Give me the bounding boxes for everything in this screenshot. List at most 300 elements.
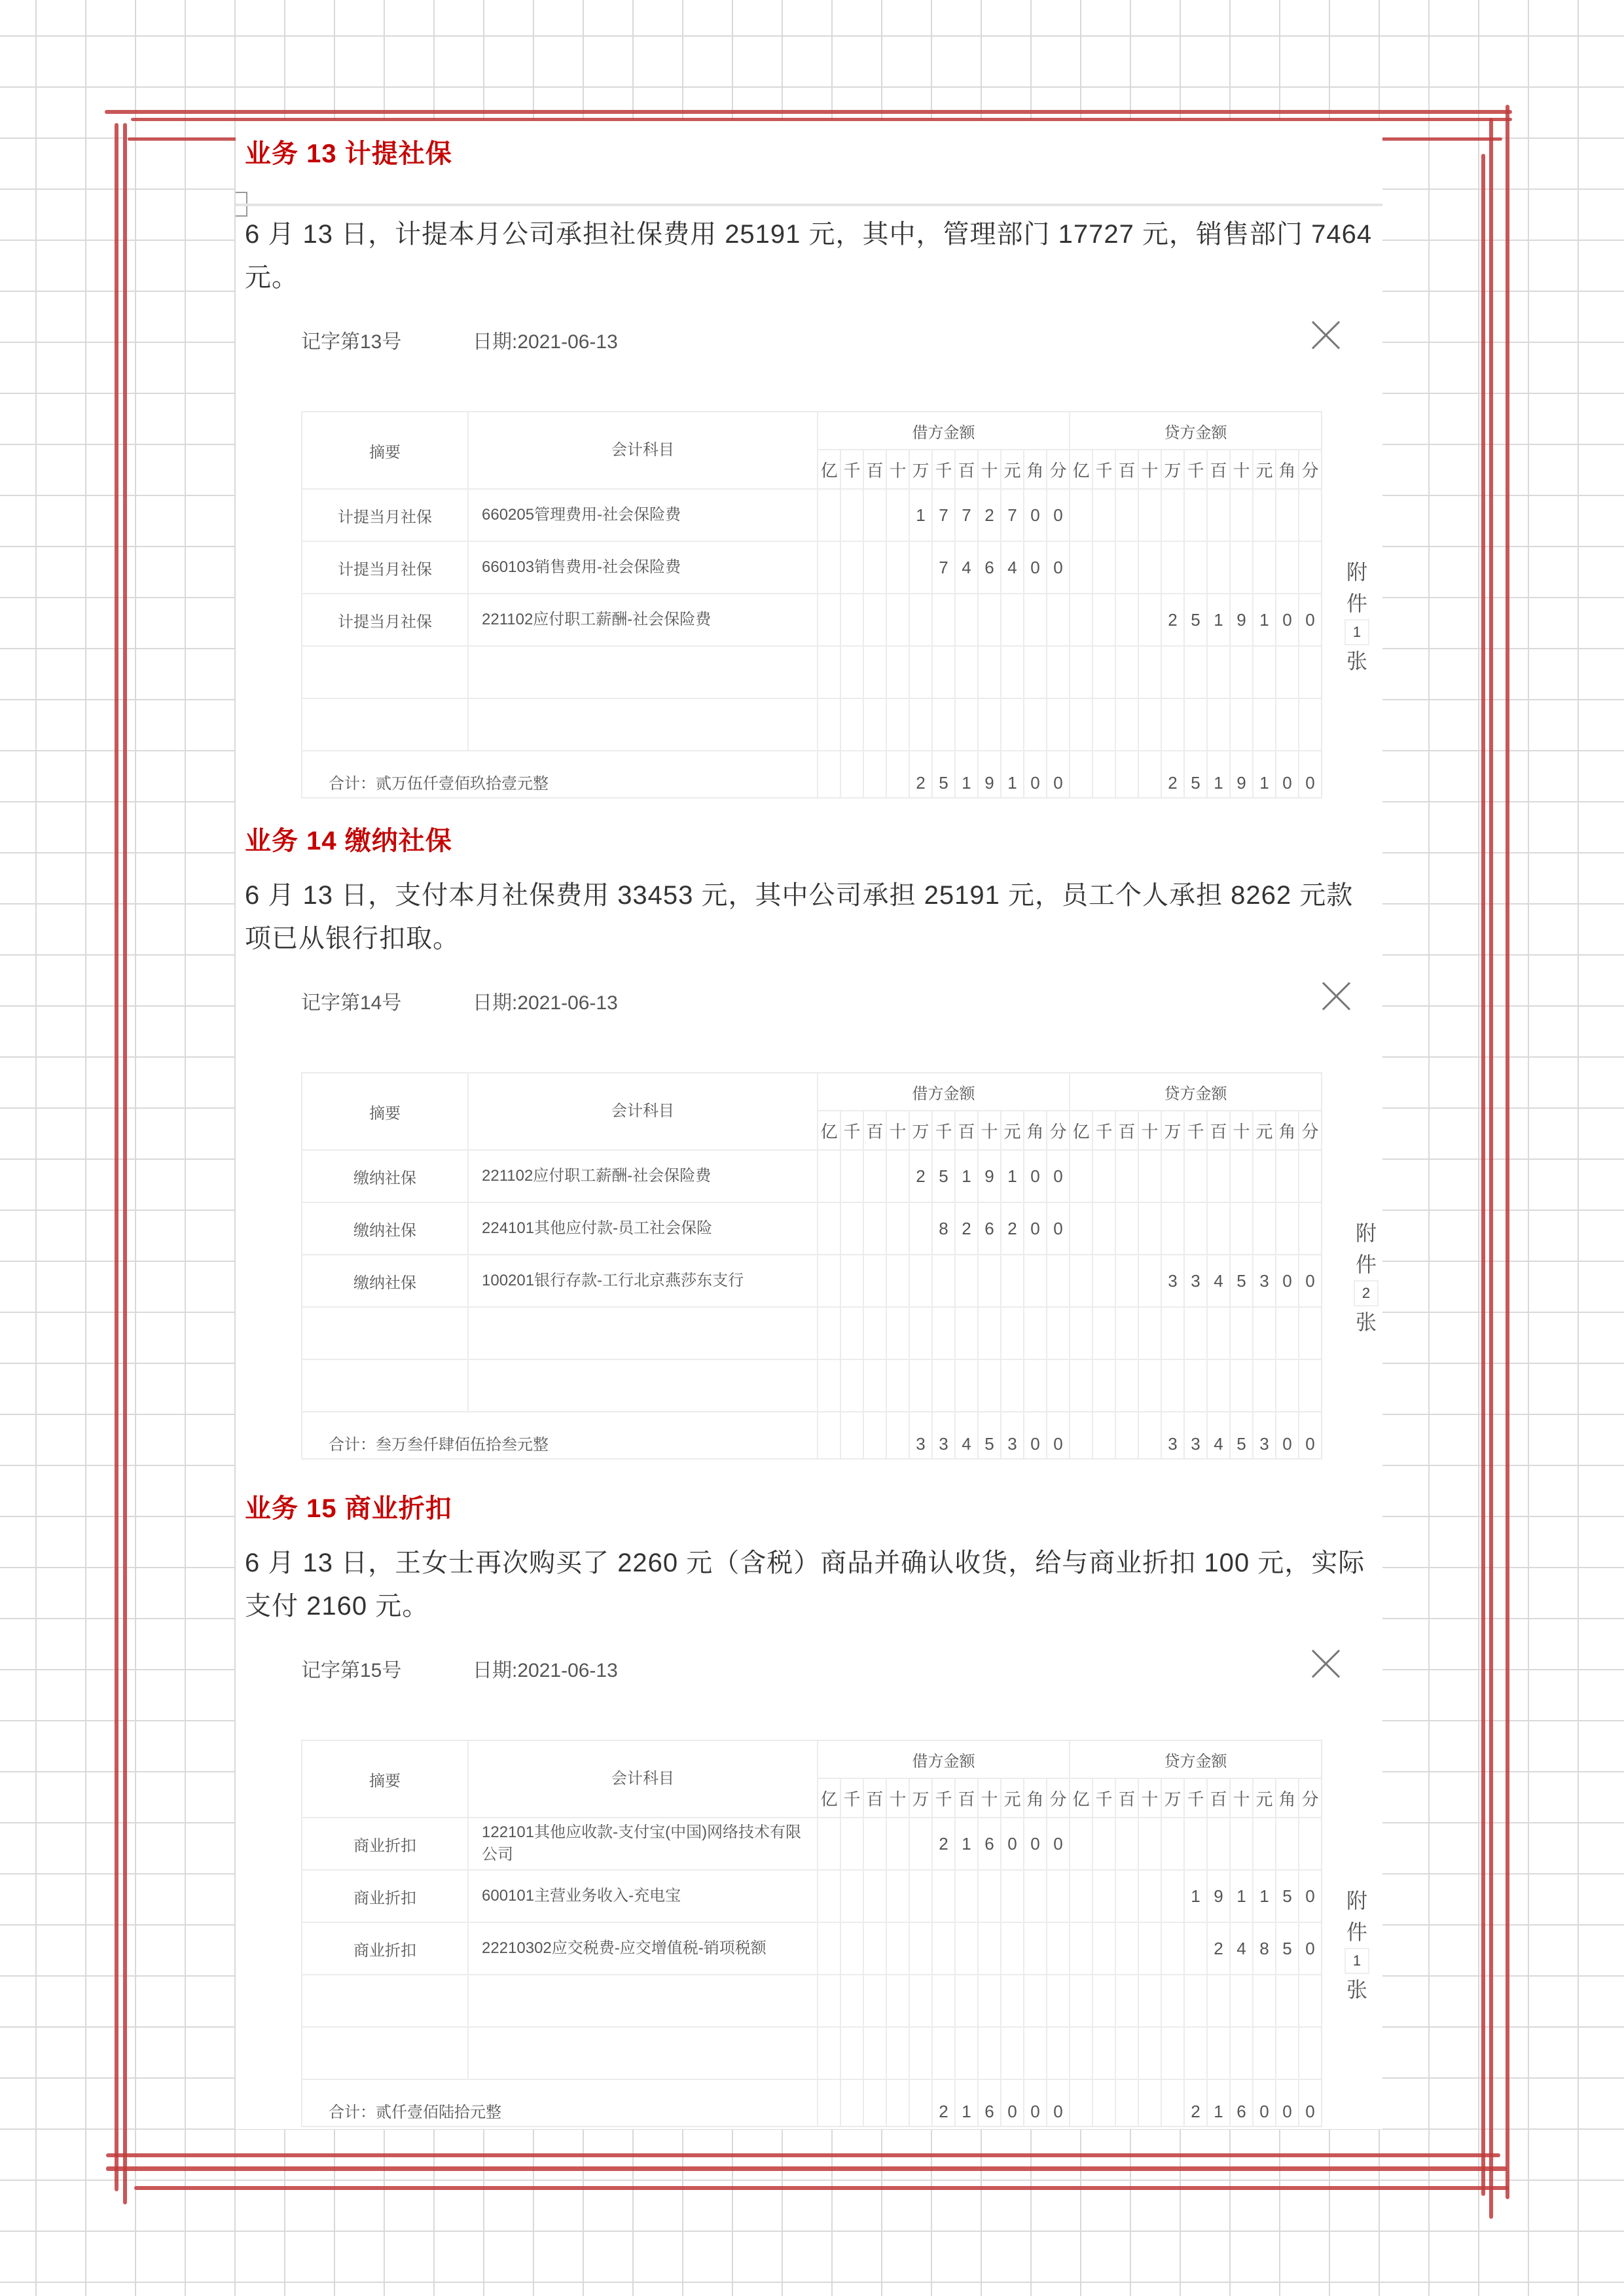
debit-digit: 9	[978, 1150, 1001, 1202]
table-row[interactable]	[302, 698, 1322, 751]
credit-digit	[1070, 1150, 1092, 1202]
debit-digit	[818, 1202, 840, 1255]
debit-digit	[818, 1818, 840, 1870]
credit-digit	[1070, 1359, 1092, 1412]
debit-digit	[978, 1307, 1001, 1359]
debit-digit: 0	[1047, 541, 1070, 594]
credit-digit	[1070, 541, 1092, 594]
total-credit-digit: 3	[1184, 1412, 1207, 1459]
credit-digit: 0	[1276, 1255, 1299, 1307]
credit-digit: 1	[1253, 1870, 1276, 1922]
credit-digit	[1161, 1975, 1184, 2027]
voucher-table	[301, 1072, 1322, 1460]
unit-header: 亿	[818, 1778, 840, 1818]
debit-digit	[932, 1975, 955, 2027]
credit-digit	[1184, 1359, 1207, 1412]
table-row[interactable]	[302, 594, 1322, 646]
total-credit-digit: 6	[1230, 2079, 1253, 2126]
debit-digit	[840, 1975, 863, 2027]
credit-digit	[1253, 1150, 1276, 1202]
header-credit: 贷方金额	[1070, 1073, 1322, 1111]
row-summary[interactable]: 商业折扣	[302, 1818, 468, 1870]
credit-digit	[1184, 698, 1207, 751]
unit-header: 万	[909, 1778, 932, 1818]
row-summary[interactable]	[302, 646, 468, 698]
total-credit-digit: 0	[1299, 2079, 1322, 2126]
debit-digit: 7	[955, 489, 978, 541]
debit-digit	[1047, 1307, 1070, 1359]
total-credit-digit: 9	[1230, 751, 1253, 798]
total-debit-digit	[886, 1412, 909, 1459]
unit-header: 元	[1253, 1778, 1276, 1818]
credit-digit	[1115, 1922, 1138, 1975]
credit-digit	[1161, 1922, 1184, 1975]
credit-digit	[1070, 698, 1092, 751]
debit-digit	[863, 1870, 886, 1922]
debit-digit	[840, 1255, 863, 1307]
row-subject[interactable]	[468, 2027, 818, 2079]
table-row[interactable]	[302, 1870, 1322, 1922]
debit-digit: 8	[932, 1202, 955, 1255]
total-credit-digit: 1	[1207, 2079, 1230, 2126]
credit-digit	[1115, 1255, 1138, 1307]
total-debit-digit	[818, 751, 840, 798]
debit-digit: 0	[1047, 489, 1070, 541]
row-subject[interactable]	[468, 646, 818, 698]
debit-digit	[818, 1150, 840, 1202]
total-credit-digit: 0	[1276, 751, 1299, 798]
unit-header: 分	[1047, 1778, 1070, 1818]
debit-digit	[932, 1870, 955, 1922]
credit-digit	[1070, 489, 1092, 541]
credit-digit	[1253, 1359, 1276, 1412]
debit-digit: 1	[955, 1150, 978, 1202]
debit-digit	[978, 1922, 1001, 1975]
table-row[interactable]	[302, 541, 1322, 594]
unit-header: 亿	[818, 450, 840, 489]
attachment-count-input[interactable]: 1	[1344, 619, 1369, 645]
row-subject[interactable]: 100201银行存款-工行北京燕莎东支行	[468, 1255, 818, 1307]
debit-digit	[1047, 646, 1070, 698]
voucher-date: 日期:2021-06-13	[473, 1660, 618, 1681]
unit-header: 角	[1276, 1111, 1299, 1150]
debit-digit	[818, 489, 840, 541]
row-summary[interactable]	[302, 1359, 468, 1412]
total-credit-digit	[1115, 2079, 1138, 2126]
section-title: 业务 14 缴纳社保	[245, 827, 452, 855]
credit-digit	[1276, 698, 1299, 751]
header-subject: 会计科目	[468, 412, 818, 489]
total-credit-digit	[1138, 2079, 1161, 2126]
debit-digit	[1024, 1922, 1047, 1975]
debit-digit	[818, 698, 840, 751]
attach-label-top2: 件	[1355, 1253, 1377, 1276]
credit-digit	[1299, 646, 1322, 698]
unit-header: 百	[863, 1778, 886, 1818]
credit-digit: 2	[1207, 1922, 1230, 1975]
section-title: 业务 13 计提社保	[245, 139, 452, 168]
debit-digit	[863, 1307, 886, 1359]
credit-digit: 0	[1299, 594, 1322, 646]
row-summary[interactable]: 缴纳社保	[302, 1202, 468, 1255]
credit-digit	[1161, 1202, 1184, 1255]
unit-header: 分	[1299, 1778, 1322, 1818]
debit-digit	[932, 1922, 955, 1975]
attachment-panel	[1341, 1885, 1373, 2005]
attachment-count-input[interactable]: 2	[1354, 1280, 1379, 1306]
unit-header: 百	[955, 1778, 978, 1818]
total-credit-digit: 5	[1184, 751, 1207, 798]
unit-header: 十	[978, 1111, 1001, 1150]
close-icon[interactable]	[1310, 319, 1342, 350]
voucher-table	[301, 411, 1322, 798]
credit-digit	[1230, 1359, 1253, 1412]
credit-digit	[1070, 1870, 1092, 1922]
table-row[interactable]	[302, 646, 1322, 698]
total-credit-digit	[1138, 1412, 1161, 1459]
credit-digit	[1161, 1307, 1184, 1359]
attachment-count-input[interactable]: 1	[1344, 1948, 1369, 1974]
credit-digit	[1138, 2027, 1161, 2079]
frame-bottom-top	[106, 2153, 1500, 2157]
debit-digit	[932, 1307, 955, 1359]
row-summary[interactable]: 商业折扣	[302, 1870, 468, 1922]
debit-digit: 4	[1001, 541, 1024, 594]
row-summary[interactable]: 缴纳社保	[302, 1255, 468, 1307]
unit-header: 千	[1184, 450, 1207, 489]
row-summary[interactable]	[302, 2027, 468, 2079]
table-row[interactable]	[302, 1150, 1322, 1202]
credit-digit	[1184, 646, 1207, 698]
unit-header: 十	[886, 450, 909, 489]
debit-digit	[840, 1870, 863, 1922]
credit-digit	[1276, 489, 1299, 541]
voucher-header	[301, 319, 1368, 358]
row-subject[interactable]: 660205管理费用-社会保险费	[468, 489, 818, 541]
unit-header: 百	[1207, 1111, 1230, 1150]
table-row[interactable]	[302, 1975, 1322, 2027]
credit-digit	[1161, 2027, 1184, 2079]
header-summary: 摘要	[302, 1073, 468, 1150]
frame-right-inner	[1481, 154, 1485, 2196]
debit-digit	[1001, 1307, 1024, 1359]
debit-digit	[863, 1255, 886, 1307]
unit-header: 十	[1230, 1111, 1253, 1150]
credit-digit	[1092, 2027, 1115, 2079]
credit-digit	[1207, 1359, 1230, 1412]
debit-digit	[840, 594, 863, 646]
unit-header: 角	[1024, 1778, 1047, 1818]
credit-digit	[1138, 1359, 1161, 1412]
unit-header: 百	[1115, 1111, 1138, 1150]
debit-digit	[955, 594, 978, 646]
credit-digit	[1115, 1818, 1138, 1870]
row-subject[interactable]: 224101其他应付款-员工社会保险	[468, 1202, 818, 1255]
debit-digit	[818, 1870, 840, 1922]
debit-digit	[932, 594, 955, 646]
credit-digit: 1	[1253, 594, 1276, 646]
debit-digit	[886, 1922, 909, 1975]
credit-digit	[1138, 594, 1161, 646]
credit-digit	[1276, 1202, 1299, 1255]
total-debit-digit	[840, 751, 863, 798]
credit-digit	[1276, 541, 1299, 594]
unit-header: 千	[1092, 450, 1115, 489]
row-summary[interactable]: 计提当月社保	[302, 541, 468, 594]
unit-header: 千	[932, 1111, 955, 1150]
attach-label-top1: 附	[1346, 560, 1367, 584]
total-debit-digit	[886, 751, 909, 798]
table-row[interactable]	[302, 1255, 1322, 1307]
debit-digit	[863, 1202, 886, 1255]
debit-digit	[863, 698, 886, 751]
total-credit-digit	[1092, 751, 1115, 798]
unit-header: 亿	[1070, 1778, 1092, 1818]
credit-digit	[1138, 1255, 1161, 1307]
credit-digit	[1207, 541, 1230, 594]
frame-right-middle	[1489, 118, 1493, 2219]
debit-digit: 7	[932, 489, 955, 541]
credit-digit	[1207, 698, 1230, 751]
credit-digit	[1070, 646, 1092, 698]
debit-digit	[863, 1975, 886, 2027]
unit-header: 元	[1253, 1111, 1276, 1150]
credit-digit: 0	[1276, 594, 1299, 646]
debit-digit	[886, 1202, 909, 1255]
credit-digit	[1161, 698, 1184, 751]
row-summary[interactable]: 计提当月社保	[302, 594, 468, 646]
debit-digit	[863, 1922, 886, 1975]
attach-label-bottom: 张	[1355, 1310, 1377, 1334]
debit-digit	[886, 1307, 909, 1359]
close-icon[interactable]	[1310, 1647, 1342, 1679]
total-debit-digit: 1	[955, 751, 978, 798]
debit-digit	[932, 698, 955, 751]
total-row	[302, 2079, 1322, 2126]
row-summary[interactable]	[302, 1307, 468, 1359]
unit-header: 十	[978, 1778, 1001, 1818]
frame-left-inner	[123, 123, 127, 2204]
table-row[interactable]	[302, 1202, 1322, 1255]
row-subject[interactable]	[468, 1307, 818, 1359]
credit-digit: 9	[1230, 594, 1253, 646]
credit-digit	[1230, 489, 1253, 541]
table-row[interactable]	[302, 1818, 1322, 1870]
credit-digit	[1230, 1150, 1253, 1202]
total-label: 合计：叁万叁仟肆佰伍拾叁元整	[302, 1412, 818, 1459]
credit-digit	[1161, 646, 1184, 698]
total-credit-digit: 2	[1161, 751, 1184, 798]
credit-digit	[1138, 1922, 1161, 1975]
credit-digit	[1138, 1202, 1161, 1255]
row-subject[interactable]	[468, 698, 818, 751]
debit-digit	[1024, 646, 1047, 698]
debit-digit	[818, 1922, 840, 1975]
row-subject[interactable]: 221102应付职工薪酬-社会保险费	[468, 594, 818, 646]
unit-header: 千	[840, 1778, 863, 1818]
debit-digit	[840, 698, 863, 751]
debit-digit: 2	[955, 1202, 978, 1255]
credit-digit: 0	[1299, 1255, 1322, 1307]
total-credit-digit: 4	[1207, 1412, 1230, 1459]
total-label: 合计：贰万伍仟壹佰玖拾壹元整	[302, 751, 818, 798]
credit-digit	[1138, 1870, 1161, 1922]
credit-digit	[1070, 1202, 1092, 1255]
table-row[interactable]	[302, 2027, 1322, 2079]
unit-header: 分	[1047, 450, 1070, 489]
unit-header: 万	[909, 1111, 932, 1150]
row-summary[interactable]: 缴纳社保	[302, 1150, 468, 1202]
debit-digit	[932, 646, 955, 698]
debit-digit: 0	[1024, 1202, 1047, 1255]
credit-digit	[1161, 1818, 1184, 1870]
row-subject[interactable]	[468, 1975, 818, 2027]
debit-digit: 6	[978, 1818, 1001, 1870]
total-credit-digit: 3	[1253, 1412, 1276, 1459]
credit-digit	[1253, 1975, 1276, 2027]
debit-digit	[886, 541, 909, 594]
debit-digit	[1047, 2027, 1070, 2079]
unit-header: 百	[955, 1111, 978, 1150]
unit-header: 千	[1092, 1778, 1115, 1818]
debit-digit	[909, 541, 932, 594]
total-credit-digit	[1115, 751, 1138, 798]
debit-digit	[863, 541, 886, 594]
credit-digit	[1092, 1150, 1115, 1202]
debit-digit	[955, 646, 978, 698]
credit-digit	[1138, 1818, 1161, 1870]
debit-digit	[886, 489, 909, 541]
debit-digit	[863, 646, 886, 698]
debit-digit: 2	[1001, 1202, 1024, 1255]
close-icon[interactable]	[1321, 980, 1352, 1011]
credit-digit	[1253, 541, 1276, 594]
credit-digit	[1092, 698, 1115, 751]
total-debit-digit	[863, 1412, 886, 1459]
credit-digit	[1276, 1307, 1299, 1359]
debit-digit	[1001, 1870, 1024, 1922]
debit-digit	[1047, 1975, 1070, 2027]
unit-header: 千	[1184, 1111, 1207, 1150]
header-summary: 摘要	[302, 1740, 468, 1818]
debit-digit	[932, 2027, 955, 2079]
debit-digit	[818, 2027, 840, 2079]
total-debit-digit: 0	[1024, 751, 1047, 798]
row-subject[interactable]: 221102应付职工薪酬-社会保险费	[468, 1150, 818, 1202]
row-summary[interactable]	[302, 1975, 468, 2027]
credit-digit	[1070, 2027, 1092, 2079]
row-subject[interactable]: 22210302应交税费-应交增值税-销项税额	[468, 1922, 818, 1975]
debit-digit	[955, 1922, 978, 1975]
unit-header: 亿	[1070, 1111, 1092, 1150]
debit-digit	[978, 2027, 1001, 2079]
total-debit-digit: 3	[932, 1412, 955, 1459]
total-row	[302, 1412, 1322, 1459]
unit-header: 百	[955, 450, 978, 489]
credit-digit	[1115, 1975, 1138, 2027]
credit-digit	[1161, 1150, 1184, 1202]
debit-digit	[978, 646, 1001, 698]
credit-digit: 3	[1253, 1255, 1276, 1307]
attachment-panel	[1341, 556, 1373, 677]
row-subject[interactable]: 600101主营业务收入-充电宝	[468, 1870, 818, 1922]
debit-digit	[978, 594, 1001, 646]
debit-digit	[955, 1359, 978, 1412]
credit-digit	[1207, 2027, 1230, 2079]
credit-digit: 0	[1299, 1870, 1322, 1922]
debit-digit	[1024, 1255, 1047, 1307]
debit-digit	[909, 1975, 932, 2027]
credit-digit	[1299, 1202, 1322, 1255]
debit-digit	[909, 698, 932, 751]
table-row[interactable]	[302, 1307, 1322, 1359]
row-summary[interactable]: 商业折扣	[302, 1922, 468, 1975]
attach-label-bottom: 张	[1346, 1978, 1367, 2001]
debit-digit	[955, 1307, 978, 1359]
section-title: 业务 15 商业折扣	[245, 1494, 452, 1523]
credit-digit	[1207, 1150, 1230, 1202]
debit-digit	[955, 1975, 978, 2027]
debit-digit	[886, 1255, 909, 1307]
debit-digit: 2	[978, 489, 1001, 541]
debit-digit	[840, 2027, 863, 2079]
voucher-header	[301, 1647, 1368, 1687]
credit-digit	[1070, 1255, 1092, 1307]
row-summary[interactable]: 计提当月社保	[302, 489, 468, 541]
credit-digit	[1161, 1359, 1184, 1412]
unit-header: 百	[1207, 450, 1230, 489]
debit-digit	[978, 1870, 1001, 1922]
debit-digit: 0	[1024, 1818, 1047, 1870]
unit-header: 元	[1253, 450, 1276, 489]
total-label: 合计：贰仟壹佰陆拾元整	[302, 2079, 818, 2126]
debit-digit: 0	[1024, 541, 1047, 594]
debit-digit	[955, 1870, 978, 1922]
total-debit-digit: 3	[1001, 1412, 1024, 1459]
table-row[interactable]	[302, 1922, 1322, 1975]
unit-header: 元	[1001, 1778, 1024, 1818]
debit-digit	[1024, 1307, 1047, 1359]
table-row[interactable]	[302, 489, 1322, 541]
voucher-number: 记字第14号	[301, 992, 402, 1014]
debit-digit	[1024, 1359, 1047, 1412]
credit-digit	[1253, 1307, 1276, 1359]
debit-digit	[840, 489, 863, 541]
debit-digit: 1	[909, 489, 932, 541]
debit-digit	[1047, 1922, 1070, 1975]
table-row[interactable]	[302, 1359, 1322, 1412]
total-debit-digit: 1	[1001, 751, 1024, 798]
debit-digit	[909, 594, 932, 646]
row-subject[interactable]: 660103销售费用-社会保险费	[468, 541, 818, 594]
debit-digit	[978, 1359, 1001, 1412]
debit-digit	[909, 1818, 932, 1870]
credit-digit	[1115, 541, 1138, 594]
frame-top-outer	[105, 110, 1512, 114]
debit-digit	[863, 1818, 886, 1870]
debit-digit	[818, 1359, 840, 1412]
attach-label-top2: 件	[1346, 1920, 1367, 1944]
frame-bottom-middle	[106, 2166, 1507, 2171]
row-subject[interactable]	[468, 1359, 818, 1412]
credit-digit	[1276, 1359, 1299, 1412]
credit-digit	[1115, 1870, 1138, 1922]
total-debit-digit: 0	[1047, 751, 1070, 798]
row-summary[interactable]	[302, 698, 468, 751]
row-subject[interactable]: 122101其他应收款-支付宝(中国)网络技术有限公司	[468, 1818, 818, 1870]
credit-digit	[1207, 1202, 1230, 1255]
debit-digit: 6	[978, 1202, 1001, 1255]
